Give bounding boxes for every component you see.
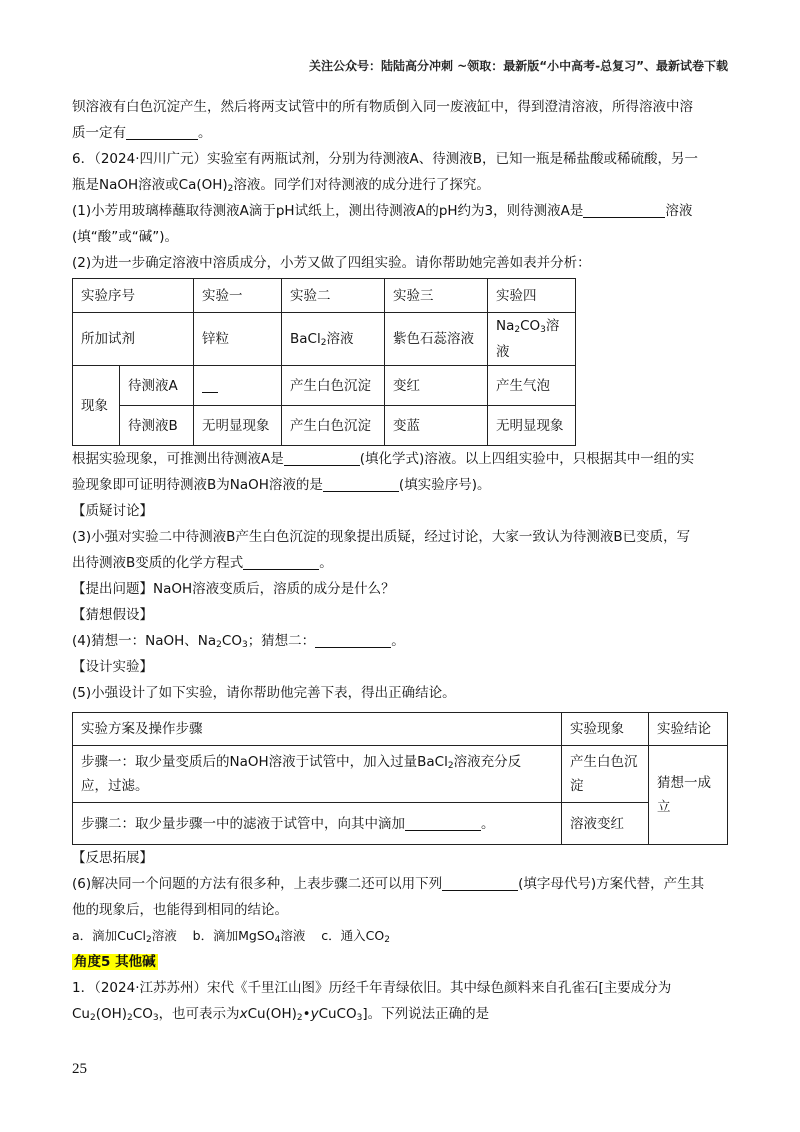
answer-blank — [202, 376, 218, 393]
section-label: 角度5 其他碱 — [74, 954, 156, 970]
table-cell: 产生白色沉淀 — [562, 746, 649, 803]
page-header: 关注公众号：陆陆高分冲刺 ~领取：最新版“小中高考-总复习”、最新试卷下载 — [309, 59, 728, 73]
text-line: (1)小芳用玻璃棒蘸取待测液A滴于pH试纸上，测出待测液A的pH约为3，则待测液A是 溶液 — [72, 203, 693, 219]
table-header-cell: 实验结论 — [649, 713, 728, 746]
options-line: a．滴加CuCl$_2$溶液 b．滴加MgSO$_4$溶液 c．通入$CO_2$ — [72, 928, 390, 945]
section-heading: 【反思拓展】 — [72, 850, 153, 866]
text-line: (3)小强对实验二中待测液B产生白色沉淀的现象提出质疑，经过讨论，大家一致认为待测液B已变质，写 — [72, 529, 691, 545]
question-6-stem: 6．（2024·四川广元）实验室有两瓶试剂，分别为待测液A、待测液B，已知一瓶是稀盐酸或稀硫酸，另一 — [72, 151, 698, 167]
table-header-cell: 实验序号 — [73, 279, 194, 313]
table-cell: 溶液变红 — [562, 803, 649, 845]
table-header-cell: 实验三 — [385, 279, 488, 313]
table-header-cell: 实验一 — [194, 279, 282, 313]
table-cell: 产生白色沉淀 — [282, 366, 385, 406]
text-line: 质一定有 。 — [72, 125, 212, 141]
text-line: (2)为进一步确定溶液中溶质成分，小芳又做了四组实验。请你帮助她完善如表并分析： — [72, 255, 591, 271]
table-cell: 所加试剂 — [73, 313, 194, 366]
experiment-table — [72, 278, 576, 446]
text-line: (4)猜想一：NaOH、$Na_2CO_3$；猜想二： 。 — [72, 633, 405, 650]
text-line: $Cu_2(OH)_2CO_3$，也可表示为$xCu(OH)_2•yCuCO_3$]。下列说法正确的是 — [72, 1006, 490, 1023]
table-header-cell: 实验四 — [488, 279, 576, 313]
answer-blank — [583, 201, 665, 218]
answer-blank — [284, 449, 360, 466]
text-line: 他的现象后，也能得到相同的结论。 — [72, 902, 288, 918]
table-cell: 无明显现象 — [194, 406, 282, 446]
section-heading: 【设计实验】 — [72, 659, 153, 675]
table-header-cell: 实验方案及操作步骤 — [73, 713, 562, 746]
table-header-cell: 实验现象 — [562, 713, 649, 746]
section-label-line — [72, 949, 728, 975]
table-cell: 步骤二：取少量步骤一中的滤液于试管中，向其中滴加 。 — [73, 803, 562, 845]
table-cell: BaCl$_2$溶液 — [282, 313, 385, 366]
table-cell: 无明显现象 — [488, 406, 576, 446]
table-cell: $Na_2CO_3$溶液 — [488, 313, 576, 366]
text-line: 钡溶液有白色沉淀产生，然后将两支试管中的所有物质倒入同一废液缸中，得到澄清溶液，所得溶液中溶 — [72, 99, 693, 115]
question-1-stem: 1．（2024·江苏苏州）宋代《千里江山图》历经千年青绿依旧。其中绿色颜料来自孔雀石[主要成分为 — [72, 980, 672, 996]
table-cell: 变红 — [385, 366, 488, 406]
table-cell: 步骤一：取少量变质后的NaOH溶液于试管中，加入过量BaCl$_2$溶液充分反 应，过滤。 — [73, 746, 562, 803]
table-cell: 产生白色沉淀 — [282, 406, 385, 446]
answer-blank — [243, 553, 319, 570]
table-cell: 锌粒 — [194, 313, 282, 366]
document-body — [72, 94, 728, 1027]
text-line: 验现象即可证明待测液B为NaOH溶液的是 (填实验序号)。 — [72, 477, 491, 493]
table-cell: 待测液B — [120, 406, 194, 446]
text-line: 出待测液B变质的化学方程式 。 — [72, 555, 333, 571]
table-cell: 现象 — [73, 366, 120, 446]
text-line: (填“酸”或“碱”)。 — [72, 229, 179, 245]
page-number: 25 — [72, 1061, 87, 1077]
table-cell: 紫色石蕊溶液 — [385, 313, 488, 366]
table-cell: 产生气泡 — [488, 366, 576, 406]
text-line: (6)解决同一个问题的方法有很多种，上表步骤二还可以用下列 (填字母代号)方案代替，产生其 — [72, 876, 705, 892]
section-heading: 【猜想假设】 — [72, 607, 153, 623]
text-line: (5)小强设计了如下实验，请你帮助他完善下表，得出正确结论。 — [72, 685, 456, 701]
text-line: 瓶是NaOH溶液或$Ca(OH)_2$溶液。同学们对待测液的成分进行了探究。 — [72, 177, 490, 194]
answer-blank — [315, 631, 391, 648]
answer-blank — [126, 123, 198, 140]
procedure-table — [72, 712, 728, 845]
section-heading: 【质疑讨论】 — [72, 503, 153, 519]
answer-blank — [405, 814, 481, 831]
table-cell: 变蓝 — [385, 406, 488, 446]
table-cell — [194, 366, 282, 406]
table-cell: 猜想一成立 — [649, 746, 728, 845]
text-line: 【提出问题】NaOH溶液变质后，溶质的成分是什么？ — [72, 581, 395, 597]
text-line: 根据实验现象，可推测出待测液A是 (填化学式)溶液。以上四组实验中，只根据其中一组的实 — [72, 451, 695, 467]
answer-blank — [442, 874, 518, 891]
table-header-cell: 实验二 — [282, 279, 385, 313]
table-cell: 待测液A — [120, 366, 194, 406]
answer-blank — [323, 475, 399, 492]
